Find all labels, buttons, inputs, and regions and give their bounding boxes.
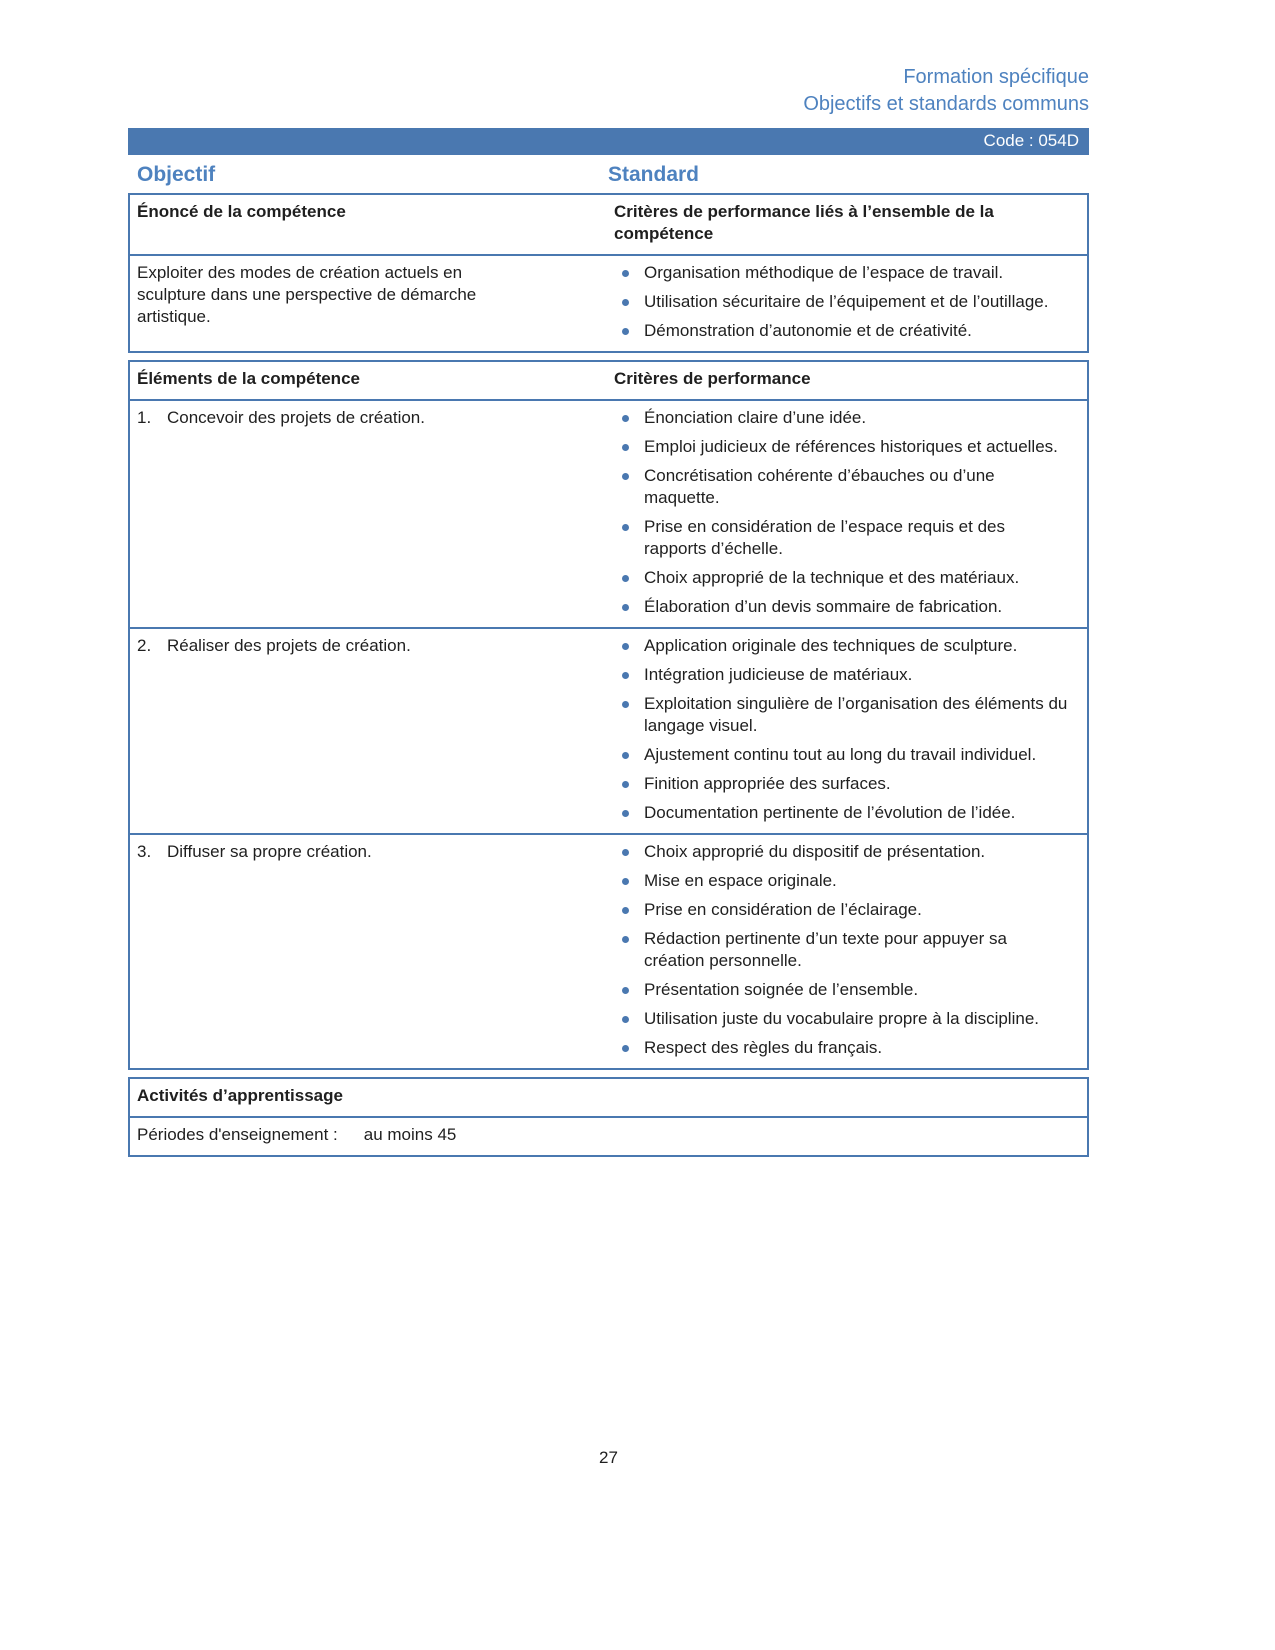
element-1-criteria-cell: [608, 401, 1087, 627]
criteria-item: Prise en considération de l’éclairage.: [614, 899, 1069, 921]
enonce-header: Énoncé de la compétence: [137, 202, 346, 221]
column-titles: [128, 162, 1089, 188]
element-2-text: Réaliser des projets de création.: [167, 636, 411, 655]
competence-body-row: [130, 254, 1087, 351]
criteria-item: Intégration judicieuse de matériaux.: [614, 664, 1069, 686]
elements-header-row: [130, 362, 1087, 399]
criteria-item: Élaboration d’un devis sommaire de fabrication.: [614, 596, 1069, 618]
criteria-item: Prise en considération de l’espace requis et des rapports d’échelle.: [614, 516, 1069, 560]
criteria-item: Finition appropriée des surfaces.: [614, 773, 1069, 795]
criteria-item: Utilisation sécuritaire de l’équipement et de l’outillage.: [614, 291, 1069, 313]
page-content: [128, 0, 1089, 1164]
criteres-ensemble-header: Critères de performance liés à l’ensemble de la compétence: [614, 202, 994, 243]
element-row-2: [130, 627, 1087, 833]
element-3-label: [137, 841, 596, 863]
criteria-item: Mise en espace originale.: [614, 870, 1069, 892]
criteria-item: Exploitation singulière de l’organisation des éléments du langage visuel.: [614, 693, 1069, 737]
element-3-cell: [130, 835, 608, 1068]
element-1-cell: [130, 401, 608, 627]
activites-table: [128, 1077, 1089, 1157]
element-1-number: 1.: [137, 408, 152, 427]
criteria-list: [614, 262, 1077, 342]
page-number: 27: [599, 1448, 618, 1467]
element-row-3: [130, 833, 1087, 1068]
periodes-cell: [130, 1118, 1087, 1155]
column-title-objectif: Objectif: [137, 163, 216, 186]
competence-header-row: [130, 195, 1087, 254]
criteria-list: [614, 841, 1077, 1059]
periodes-label: Périodes d'enseignement :: [137, 1125, 338, 1144]
element-2-cell: [130, 629, 608, 833]
criteria-item: Documentation pertinente de l’évolution de l’idée.: [614, 802, 1069, 824]
element-1-text: Concevoir des projets de création.: [167, 408, 425, 427]
criteres-ensemble-cell: [608, 256, 1087, 351]
criteria-item: Application originale des techniques de sculpture.: [614, 635, 1069, 657]
performance-header: Critères de performance: [614, 369, 811, 388]
elements-header: Éléments de la compétence: [137, 369, 360, 388]
element-2-criteria-cell: [608, 629, 1087, 833]
criteria-list: [614, 407, 1077, 618]
criteria-item: Utilisation juste du vocabulaire propre à la discipline.: [614, 1008, 1069, 1030]
criteria-item: Présentation soignée de l’ensemble.: [614, 979, 1069, 1001]
element-2-label: [137, 635, 596, 657]
element-1-label: [137, 407, 596, 429]
activites-body-row: [130, 1116, 1087, 1155]
criteria-item: Emploi judicieux de références historiques et actuelles.: [614, 436, 1069, 458]
element-2-number: 2.: [137, 636, 152, 655]
criteria-item: Ajustement continu tout au long du travail individuel.: [614, 744, 1069, 766]
criteria-item: Concrétisation cohérente d’ébauches ou d’une maquette.: [614, 465, 1069, 509]
element-3-criteria-cell: [608, 835, 1087, 1068]
criteria-item: Choix approprié du dispositif de présentation.: [614, 841, 1069, 863]
element-3-number: 3.: [137, 842, 152, 861]
criteria-item: Respect des règles du français.: [614, 1037, 1069, 1059]
criteria-item: Organisation méthodique de l’espace de travail.: [614, 262, 1069, 284]
criteria-item: Rédaction pertinente d’un texte pour appuyer sa création personnelle.: [614, 928, 1069, 972]
competence-table: [128, 193, 1089, 353]
enonce-cell: [130, 256, 608, 351]
element-row-1: [130, 399, 1087, 627]
criteria-item: Énonciation claire d’une idée.: [614, 407, 1069, 429]
header-line-2: Objectifs et standards communs: [803, 93, 1089, 115]
enonce-text: Exploiter des modes de création actuels en sculpture dans une perspective de démarche artistique.: [137, 263, 477, 326]
criteria-list: [614, 635, 1077, 824]
periodes-value: au moins 45: [363, 1125, 457, 1144]
elements-table: [128, 360, 1089, 1070]
activites-header: Activités d’apprentissage: [137, 1086, 343, 1105]
code-text: Code : 054D: [983, 131, 1079, 150]
activites-header-row: [130, 1079, 1087, 1116]
criteria-item: Choix approprié de la technique et des matériaux.: [614, 567, 1069, 589]
column-title-standard: Standard: [608, 163, 700, 186]
document-header: [128, 64, 1089, 118]
element-3-text: Diffuser sa propre création.: [167, 842, 372, 861]
header-line-1: Formation spécifique: [903, 66, 1089, 88]
criteria-item: Démonstration d’autonomie et de créativité.: [614, 320, 1069, 342]
code-bar: [128, 128, 1089, 155]
